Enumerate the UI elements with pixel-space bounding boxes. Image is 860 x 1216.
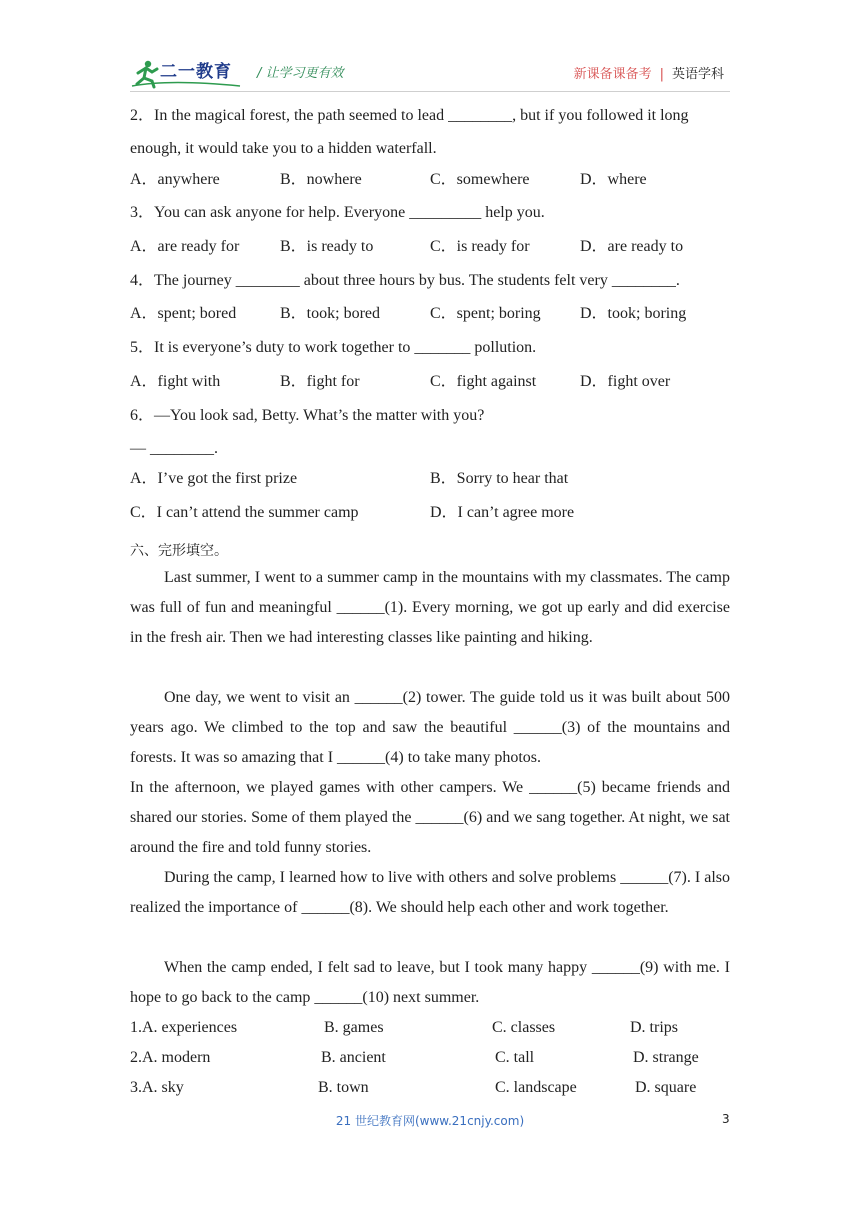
question-4-option-c: C．spent; boring — [430, 305, 541, 322]
header-course-label: 新课备课备考 — [573, 67, 652, 82]
question-5-option-a: A．fight with — [130, 373, 221, 390]
cloze-section-title: 六、完形填空。 — [130, 543, 228, 559]
cloze-paragraph-5: When the camp ended, I felt sad to leave, but I took many happy ______(9) with me. I hope to go back to the camp ______(10) next summer. — [130, 959, 730, 1006]
cloze-2-option-c: C. tall — [495, 1049, 535, 1066]
header-right — [574, 63, 724, 82]
question-3-option-b: B．is ready to — [280, 238, 374, 255]
question-5-option-c: C．fight against — [430, 373, 537, 390]
question-3-option-d: D．are ready to — [580, 238, 684, 255]
question-6-option-a: A．I’ve got the first prize — [130, 470, 298, 487]
cloze-paragraph-1: Last summer, I went to a summer camp in the mountains with my classmates. The camp was full of fun and meaningful ______(1). Every morning, we got up early and did exercise in the fresh air. Then we had interesting classes like painting and hiking. — [130, 569, 730, 646]
question-3-stem: 3．You can ask anyone for help. Everyone _________ help you. — [130, 204, 545, 221]
question-6-option-c: C．I can’t attend the summer camp — [130, 504, 359, 521]
header-subject-label: 英语学科 — [671, 67, 724, 82]
cloze-2-option-b: B. ancient — [321, 1049, 386, 1066]
logo-text: 二一教育 — [160, 62, 232, 82]
cloze-3-option-a: 3.A. sky — [130, 1079, 184, 1096]
cloze-1-option-b: B. games — [324, 1019, 384, 1036]
cloze-2-option-d: D. strange — [633, 1049, 699, 1066]
header-separator: | — [659, 67, 664, 82]
header-slogan: / 让学习更有效 — [257, 66, 344, 81]
cloze-1-option-d: D. trips — [630, 1019, 678, 1036]
question-6-option-d: D．I can’t agree more — [430, 504, 575, 521]
cloze-1-option-c: C. classes — [492, 1019, 556, 1036]
question-4-option-b: B．took; bored — [280, 305, 380, 322]
question-2-option-d: D．where — [580, 171, 647, 188]
question-2-option-c: C．somewhere — [430, 171, 530, 188]
page-header — [130, 55, 730, 95]
question-3-option-c: C．is ready for — [430, 238, 530, 255]
question-6-option-b: B．Sorry to hear that — [430, 470, 569, 487]
question-3-option-a: A．are ready for — [130, 238, 240, 255]
cloze-1-option-a: 1.A. experiences — [130, 1019, 238, 1036]
cloze-paragraph-4: During the camp, I learned how to live with others and solve problems ______(7). I also realized the importance of ______(8). We should help each other and work together. — [130, 869, 730, 916]
question-2-option-b: B．nowhere — [280, 171, 362, 188]
question-2-stem-line-1: 2．In the magical forest, the path seemed to lead ________, but if you followed it long — [130, 107, 689, 124]
question-6-stem-line-2: — ________. — [130, 440, 218, 457]
cloze-3-option-b: B. town — [318, 1079, 369, 1096]
cloze-3-option-c: C. landscape — [495, 1079, 577, 1096]
page-number: 3 — [722, 1112, 730, 1126]
question-6-stem-line-1: 6．—You look sad, Betty. What’s the matter with you? — [130, 407, 485, 424]
question-4-option-d: D．took; boring — [580, 305, 687, 322]
cloze-2-option-a: 2.A. modern — [130, 1049, 211, 1066]
cloze-paragraph-2: One day, we went to visit an ______(2) tower. The guide told us it was built about 500 years ago. We climbed to the top and saw the beautiful ______(3) of the mountains and forests. It was so amazing that I ______(4) to take many photos. — [130, 689, 730, 766]
question-5-option-b: B．fight for — [280, 373, 360, 390]
question-4-stem: 4．The journey ________ about three hours by bus. The students felt very ________. — [130, 272, 680, 289]
header-divider — [130, 91, 730, 92]
question-2-option-a: A．anywhere — [130, 171, 220, 188]
question-4-option-a: A．spent; bored — [130, 305, 237, 322]
question-5-option-d: D．fight over — [580, 373, 671, 390]
cloze-3-option-d: D. square — [635, 1079, 697, 1096]
footer-site-link[interactable]: 21 世纪教育网(www.21cnjy.com) — [335, 1114, 525, 1128]
question-5-stem: 5．It is everyone’s duty to work together to _______ pollution. — [130, 339, 537, 356]
question-2-stem-line-2: enough, it would take you to a hidden waterfall. — [130, 140, 437, 157]
cloze-paragraph-3: In the afternoon, we played games with other campers. We ______(5) became friends and shared our stories. Some of them played the ______(6) and we sang together. At night, we sat around the fire and told funny stories. — [130, 779, 730, 856]
